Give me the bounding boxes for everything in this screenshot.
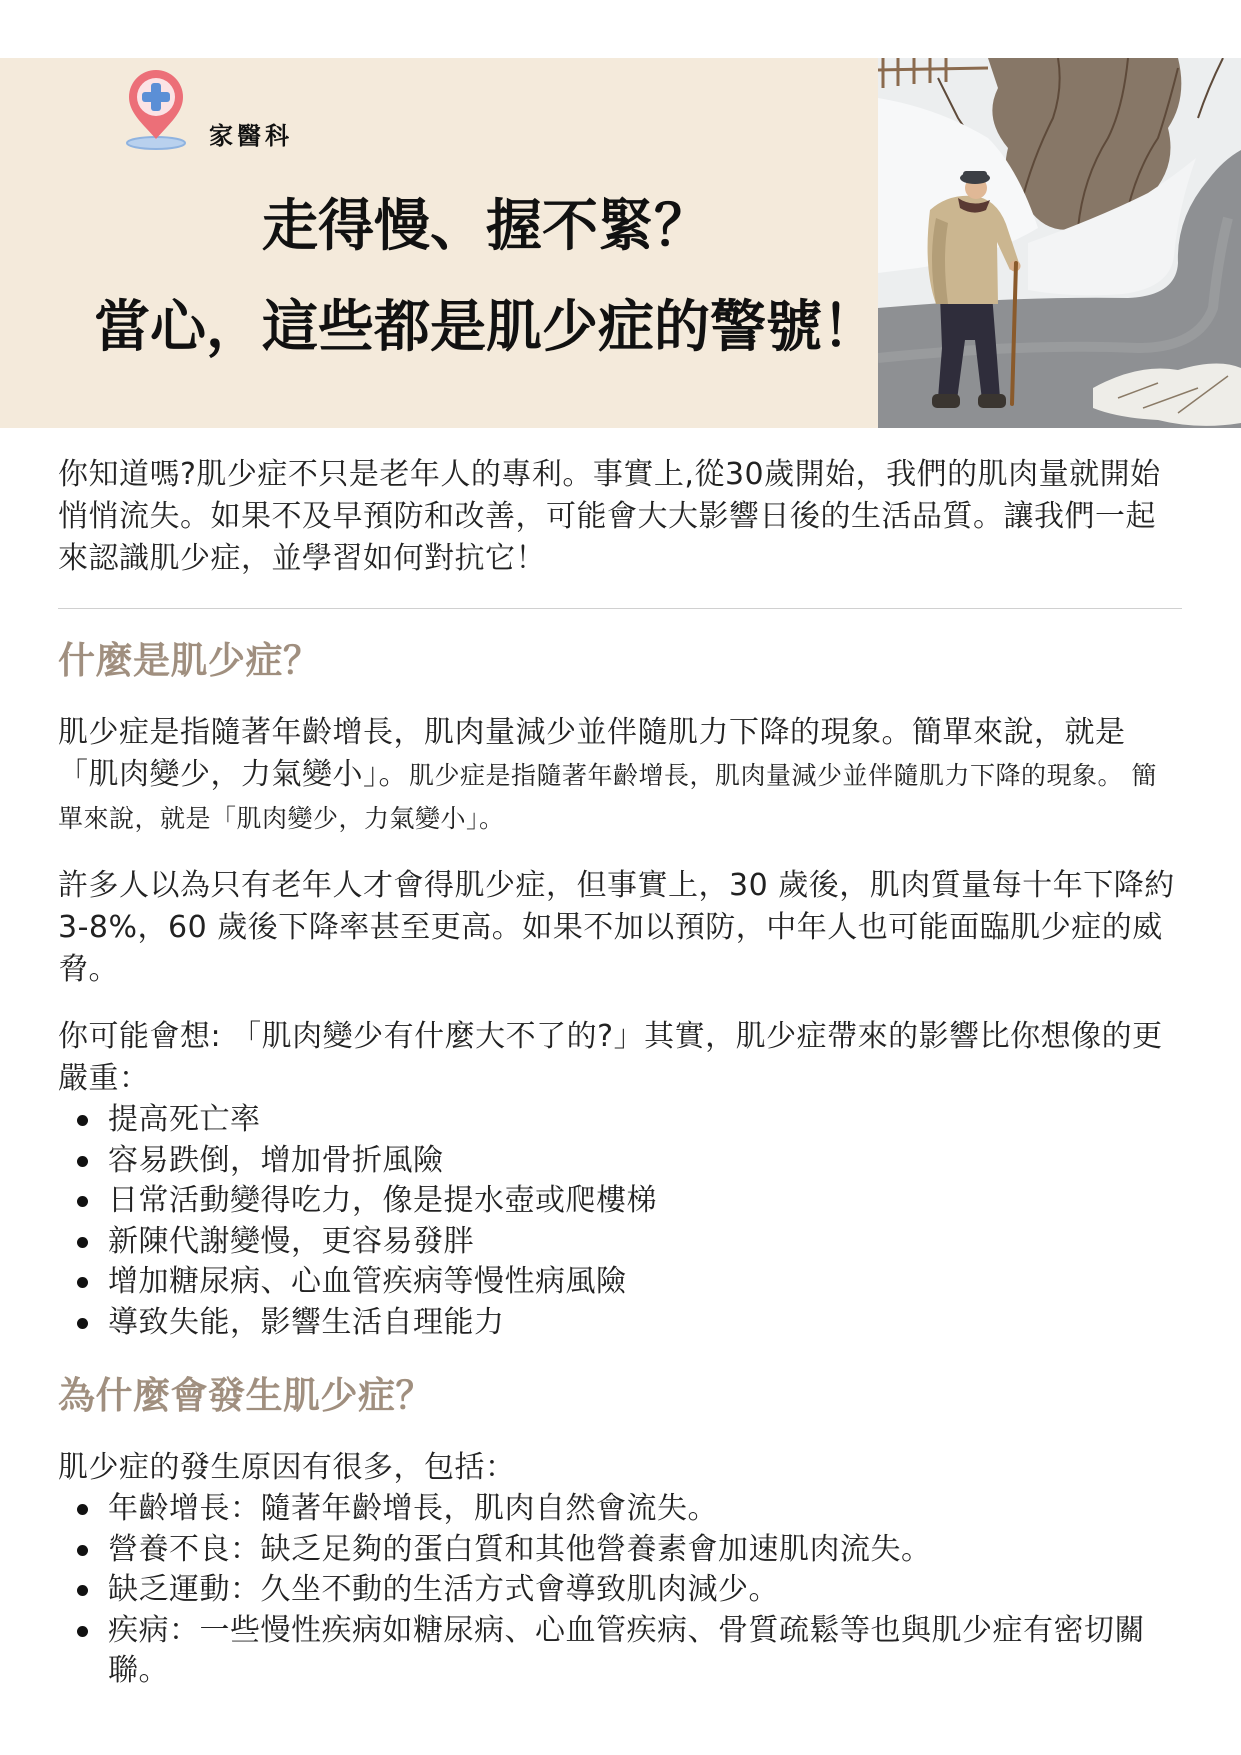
bullet-dot bbox=[77, 1277, 88, 1288]
section-heading-causes: 為什麼會發生肌少症？ bbox=[58, 1374, 433, 1417]
section-divider bbox=[58, 608, 1182, 609]
list-item-text: 缺乏運動：久坐不動的生活方式會導致肌肉減少。 bbox=[108, 1572, 779, 1607]
statistics-paragraph: 許多人以為只有老年人才會得肌少症，但事實上，30 歲後，肌肉質量每十年下降約 3-8%，60 歲後下降率甚至更高。如果不加以預防，中年人也可能面臨肌少症的威脅。 bbox=[58, 868, 1175, 987]
article-body bbox=[58, 454, 1182, 1692]
list-item-text: 增加糖尿病、心血管疾病等慢性病風險 bbox=[108, 1264, 627, 1299]
bullet-dot bbox=[77, 1504, 88, 1515]
list-item-text: 日常活動變得吃力，像是提水壺或爬樓梯 bbox=[108, 1183, 657, 1218]
list-item-text: 營養不良：缺乏足夠的蛋白質和其他營養素會加速肌肉流失。 bbox=[108, 1531, 932, 1567]
medical-location-pin-icon bbox=[123, 67, 189, 151]
causes-list bbox=[58, 1489, 1182, 1692]
impact-intro-paragraph: 你可能會想: 「肌肉變少有什麼大不了的?」其實，肌少症帶來的影響比你想像的更嚴重： bbox=[58, 1019, 1163, 1096]
bullet-dot bbox=[77, 1545, 88, 1556]
bullet-dot bbox=[77, 1196, 88, 1207]
header-banner bbox=[0, 58, 1241, 428]
list-item-text: 提高死亡率 bbox=[108, 1102, 261, 1137]
bullet-dot bbox=[77, 1318, 88, 1329]
definition-small-text: 肌少症是指隨著年齡增長，肌肉量減少並伴隨肌力下降的現象。 簡單來說，就是「肌肉變少，力氣變小」。 bbox=[58, 761, 1157, 833]
list-item bbox=[58, 1262, 1182, 1303]
list-item bbox=[58, 1222, 1182, 1263]
list-item bbox=[58, 1141, 1182, 1182]
list-item-text: 新陳代謝變慢，更容易發胖 bbox=[108, 1223, 474, 1259]
definition-text: 肌少症是指隨著年齡增長，肌肉量減少並伴隨肌力下降的現象。簡單來說，就是「肌肉變少，力氣變小」。 bbox=[58, 715, 1126, 792]
list-item-text: 容易跌倒，增加骨折風險 bbox=[108, 1142, 444, 1178]
list-item bbox=[58, 1100, 1182, 1141]
list-item bbox=[58, 1181, 1182, 1222]
impact-list bbox=[58, 1100, 1182, 1343]
bullet-dot bbox=[77, 1115, 88, 1126]
bullet-dot bbox=[77, 1585, 88, 1596]
definition-paragraph bbox=[58, 712, 1182, 840]
bullet-dot bbox=[77, 1156, 88, 1167]
header-photo bbox=[878, 58, 1241, 428]
list-item bbox=[58, 1489, 1182, 1530]
list-item bbox=[58, 1611, 1182, 1692]
list-item-text: 年齡增長：隨著年齡增長，肌肉自然會流失。 bbox=[108, 1491, 718, 1526]
list-item bbox=[58, 1530, 1182, 1571]
intro-paragraph: 你知道嗎?肌少症不只是老年人的專利。事實上,從30歲開始，我們的肌肉量就開始悄悄流失。如果不及早預防和改善，可能會大大影響日後的生活品質。讓我們一起來認識肌少症，並學習如何對抗它！ bbox=[58, 457, 1161, 576]
list-item bbox=[58, 1570, 1182, 1611]
page-title-line-2: 當心，這些都是肌少症的警號！ bbox=[94, 295, 878, 360]
causes-intro-paragraph: 肌少症的發生原因有很多，包括： bbox=[58, 1450, 516, 1485]
bullet-dot bbox=[77, 1626, 88, 1637]
list-item-text: 疾病：一些慢性疾病如糖尿病、心血管疾病、骨質疏鬆等也與肌少症有密切關聯。 bbox=[108, 1612, 1145, 1688]
bullet-dot bbox=[77, 1237, 88, 1248]
list-item bbox=[58, 1303, 1182, 1344]
list-item-text: 導致失能，影響生活自理能力 bbox=[108, 1304, 505, 1340]
section-heading-what-is: 什麼是肌少症？ bbox=[58, 639, 321, 682]
page-title-line-1: 走得慢、握不緊？ bbox=[262, 194, 710, 259]
department-label: 家醫科 bbox=[209, 122, 293, 150]
